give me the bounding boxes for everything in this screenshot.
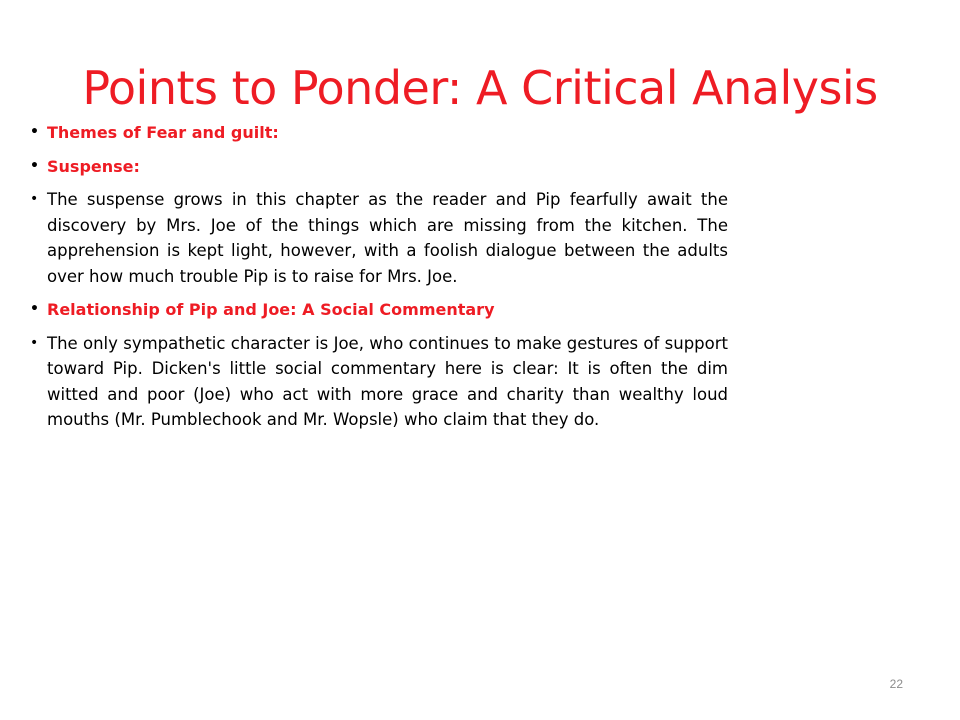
bullet-dot-icon: • [30, 191, 39, 207]
slide-title: Points to Ponder: A Critical Analysis [82, 61, 878, 115]
bullet-text: Suspense: [47, 156, 140, 176]
bullet-dot-icon: • [30, 157, 39, 174]
bullet-item-fear-guilt [30, 120, 728, 146]
bullet-item-suspense [30, 154, 728, 180]
bullet-text: Relationship of Pip and Joe: A Social Commentary [47, 300, 495, 319]
bullet-item-relationship-detail [30, 331, 728, 433]
bullet-text: The suspense grows in this chapter as the reader and Pip fearfully await the discovery by Mrs. Joe of the things which are missing from the kitchen. The apprehension is kept light, however, with a foolish dialogue between the adults over how much trouble Pip is to raise for Mrs. Joe. [47, 190, 728, 286]
bullet-dot-icon: • [30, 301, 39, 317]
page-number: 22 [889, 677, 903, 691]
bullet-text: The only sympathetic character is Joe, who continues to make gestures of support toward Pip. Dicken's little social commentary here is clear: It is often the dim witted and poor (Joe) who act with more grace and charity than wealthy loud mouths (Mr. Pumblechook and Mr. Wopsle) who claim that they do. [47, 333, 728, 429]
bullet-text: Themes of Fear and guilt: [47, 123, 279, 142]
bullet-item-suspense-detail [30, 187, 728, 289]
bullet-dot-icon: • [30, 334, 39, 351]
bullet-dot-icon: • [30, 124, 39, 140]
bullet-list [30, 120, 728, 433]
bullet-item-relationship [30, 297, 728, 323]
